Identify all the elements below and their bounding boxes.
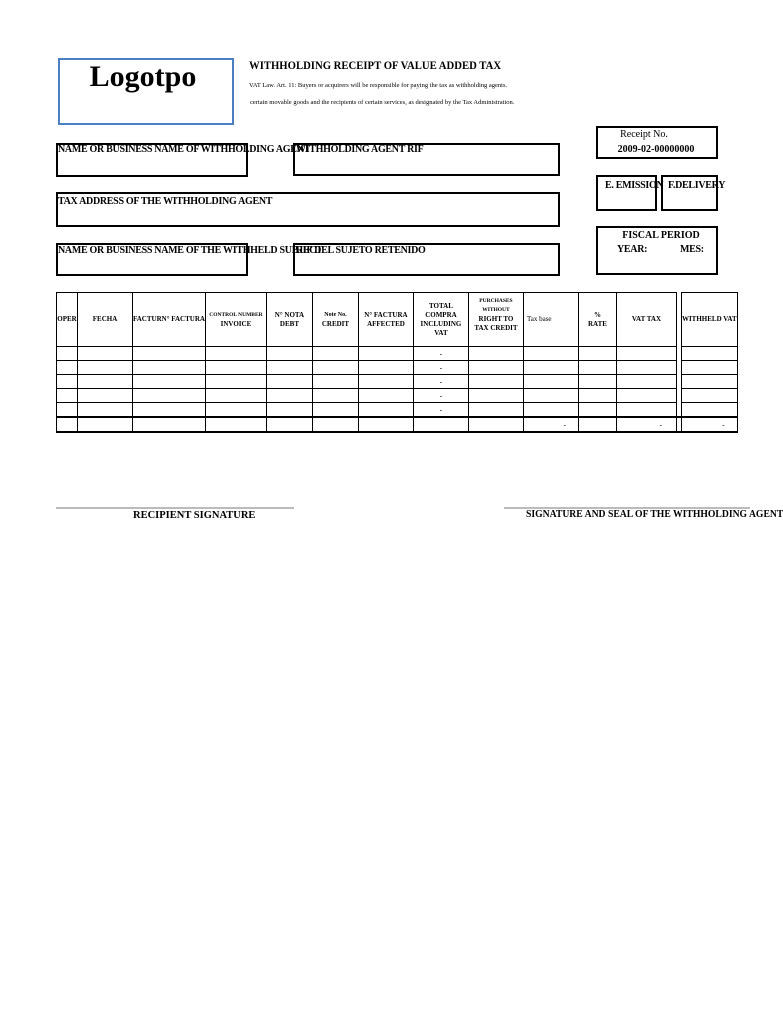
row-dash: - xyxy=(413,403,468,418)
col-tax-base: Tax base xyxy=(523,293,578,347)
col-rate-line1: % xyxy=(593,310,601,319)
table-row xyxy=(57,403,738,418)
col-fecha: FECHA xyxy=(78,293,133,347)
col-note-credit xyxy=(312,293,358,347)
table-row xyxy=(57,389,738,403)
col-oper: OPER xyxy=(57,293,78,347)
row-dash: - xyxy=(413,361,468,375)
col-note-credit-line2: CREDIT xyxy=(321,319,350,328)
total-withheld-vat: - xyxy=(681,417,737,432)
col-factura: FACTURN° FACTURA xyxy=(133,293,206,347)
agent-name-label: NAME OR BUSINESS NAME OF WITHHOLDING AGENT xyxy=(58,144,310,155)
col-factura-affected-line2: AFFECTED xyxy=(367,319,405,328)
subject-name-label: NAME OR BUSINESS NAME OF THE WITHHELD SUBJECT xyxy=(58,245,323,256)
col-vat-tax: VAT TAX xyxy=(616,293,676,347)
month-label: MES: xyxy=(680,244,704,255)
col-total-line2: INCLUDING VAT xyxy=(420,319,462,337)
agent-address-label: TAX ADDRESS OF THE WITHHOLDING AGENT xyxy=(58,196,273,207)
row-dash: - xyxy=(413,347,468,361)
col-withheld-vat: WITHHELD VAT xyxy=(681,293,737,347)
legal-text-line1: VAT Law. Art. 11: Buyers or acquirers will be responsible for paying the tax as withholding agents. xyxy=(249,82,508,89)
col-nota-debit xyxy=(266,293,312,347)
col-invoice xyxy=(205,293,266,347)
receipt-number: 2009-02-00000000 xyxy=(617,144,695,155)
col-nota-debit-line1: N° NOTA xyxy=(274,310,305,319)
agent-rif-label: WITHHOLDING AGENT RIF xyxy=(296,144,424,155)
subject-rif-label: RIF DEL SUJETO RETENIDO xyxy=(296,245,426,256)
col-invoice-label: INVOICE xyxy=(220,319,252,328)
document-title: WITHHOLDING RECEIPT OF VALUE ADDED TAX xyxy=(249,60,502,72)
fiscal-period-label: FISCAL PERIOD xyxy=(622,230,700,241)
total-vat-tax: - xyxy=(616,417,676,432)
table-row xyxy=(57,375,738,389)
col-factura-affected-line1: N° FACTURA xyxy=(364,310,408,319)
table-row xyxy=(57,347,738,361)
delivery-label: F.DELIVERY xyxy=(668,180,726,191)
col-nota-debit-line2: DEBT xyxy=(279,319,299,328)
total-tax-base: - xyxy=(523,417,578,432)
col-rate xyxy=(578,293,616,347)
col-note-credit-line1: Note No. xyxy=(324,311,347,318)
col-purchases xyxy=(468,293,523,347)
withholding-table xyxy=(56,292,738,433)
col-purchases-line1: PURCHASES WITHOUT xyxy=(479,298,513,313)
recipient-signature-line xyxy=(56,507,294,509)
recipient-signature-label: RECIPIENT SIGNATURE xyxy=(133,510,256,521)
col-control-number: CONTROL NUMBER xyxy=(209,311,263,318)
row-dash: - xyxy=(413,389,468,403)
row-dash: - xyxy=(413,375,468,389)
table-total-row xyxy=(57,417,738,432)
legal-text-line2: certain movable goods and the recipients of certain services, as designated by the Tax Administration. xyxy=(250,99,515,106)
col-factura-affected xyxy=(358,293,413,347)
table-row xyxy=(57,361,738,375)
emission-label: E. EMISSION xyxy=(605,180,664,191)
year-label: YEAR: xyxy=(617,244,648,255)
col-total-line1: TOTAL COMPRA xyxy=(425,301,457,319)
col-purchases-line3: TAX CREDIT xyxy=(474,324,518,332)
col-total xyxy=(413,293,468,347)
table-header-row xyxy=(57,293,738,347)
receipt-label: Receipt No. xyxy=(620,129,668,140)
col-purchases-line2: RIGHT TO xyxy=(478,315,514,323)
agent-signature-label: SIGNATURE AND SEAL OF THE WITHHOLDING AGENT xyxy=(526,509,783,520)
logo: Logotpo xyxy=(89,60,197,93)
col-rate-line2: RATE xyxy=(587,319,607,328)
